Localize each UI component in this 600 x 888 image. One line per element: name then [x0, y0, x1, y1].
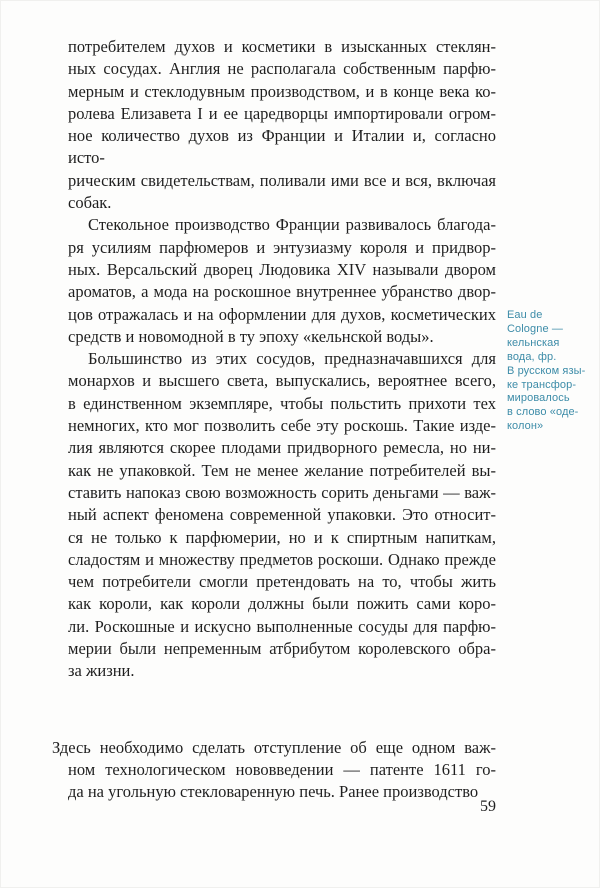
page-number: 59	[480, 798, 496, 815]
paragraph	[68, 214, 496, 348]
text-line: лия являются скорее плодами придворного ремесла, но ни-	[68, 438, 496, 458]
margin-note	[507, 309, 591, 434]
text-line: как не упаковкой. Тем не менее желание потребителей вы-	[68, 460, 496, 480]
text-line: чем потребители смогли претендовать на то, чтобы жить	[68, 572, 496, 592]
text-line: ли. Роскошные и искусно выполненные сосуды для парфю-	[68, 616, 496, 636]
text-line: ный аспект феномена современной упаковки. Это относит-	[68, 505, 496, 525]
text-line: Здесь необходимо сделать отступление об еще одном важ-	[52, 737, 496, 757]
margin-note-line: Eau de	[507, 309, 543, 321]
text-line: мерным и стеклодувным производством, и в конце века ко-	[68, 81, 496, 101]
text-line: средств и новомодной в ту эпоху «кельнской воды».	[68, 326, 434, 346]
text-line: ся не только к парфюмерии, но и к спиртным напиткам,	[68, 527, 496, 547]
text-line: ном технологическом нововведении — патенте 1611 го-	[68, 759, 496, 779]
text-line: мерии были непременным атбрибутом королевского обра-	[68, 639, 496, 659]
text-line: цов отражалась и на оформлении для духов, косметических	[68, 304, 496, 324]
text-line: как короли, как короли должны были пожить сами коро-	[68, 594, 496, 614]
text-line: рическим свидетельствам, поливали ими все и вся, включая	[68, 170, 496, 190]
text-line: монархов и высшего света, выпускались, вероятнее всего,	[68, 371, 496, 391]
text-line: ных сосудах. Англия не располагала собственным парфю-	[68, 59, 496, 79]
text-line: ароматов, а мода на роскошное внутреннее убранство двор-	[68, 282, 496, 302]
margin-note-line: В русском язы-	[507, 364, 586, 377]
text-line: потребителем духов и косметики в изысканных стеклян-	[68, 37, 496, 56]
text-line: ных. Версальский дворец Людовика XIV называли двором	[68, 259, 496, 279]
text-line: в единственном экземпляре, чтобы польстить прихоти тех	[68, 393, 496, 413]
margin-note-line: мировалось	[507, 392, 570, 405]
margin-note-line: кельнская	[507, 336, 560, 349]
text-line: Стекольное производство Франции развивалось благода-	[88, 215, 496, 235]
text-line: Большинство из этих сосудов, предназначавшихся для	[88, 349, 496, 369]
margin-note-line: вода, фр.	[507, 350, 557, 363]
text-block	[52, 36, 496, 804]
text-line: да на угольную стекловаренную печь. Ранее производство	[68, 782, 479, 802]
text-line: сладостям и множеству предметов роскоши. Однако прежде	[68, 549, 496, 569]
text-line: ролева Елизавета I и ее царедворцы импортировали огром-	[68, 103, 496, 123]
paragraph	[52, 737, 496, 804]
margin-note-line: Cologne —	[507, 322, 563, 335]
margin-note-line: ке трансфор-	[507, 378, 577, 391]
text-line: за жизни.	[68, 661, 135, 681]
text-line: ря усилиям парфюмеров и энтузиазму короля и придвор-	[68, 237, 496, 257]
paragraph	[68, 36, 496, 214]
text-line: собак.	[68, 193, 112, 213]
paragraph	[68, 348, 496, 682]
margin-note-line: колон»	[507, 420, 544, 433]
margin-note-line: в слово «оде-	[507, 406, 579, 419]
text-line: ставить напоказ свою возможность сорить деньгами — важ-	[68, 482, 496, 502]
text-line: ное количество духов из Франции и Италии и, согласно исто-	[68, 126, 496, 168]
text-line: немногих, кто мог позволить себе эту роскошь. Такие изде-	[68, 416, 496, 436]
